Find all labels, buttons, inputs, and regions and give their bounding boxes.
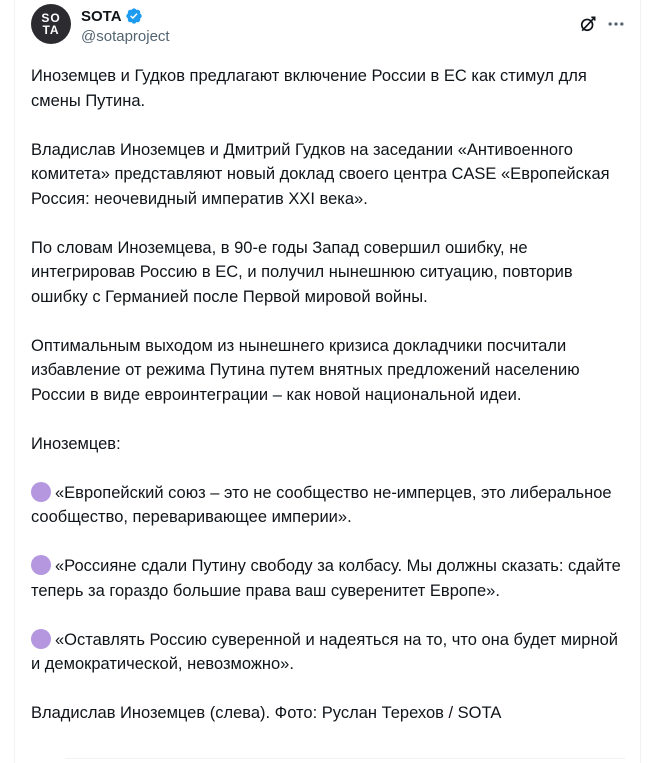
more-icon[interactable] (606, 14, 626, 34)
quote-text: «Россияне сдали Путину свободу за колбасу. Мы должны сказать: сдайте теперь за гораздо большие права ваш суверенитет Европе». (31, 557, 626, 600)
quote-item (31, 481, 626, 530)
display-name[interactable]: SOTA (81, 7, 122, 25)
purple-circle-icon (31, 629, 51, 649)
quote-text: «Европейский союз – это не сообщество не-имперцев, это либеральное сообщество, переваривающее империи». (31, 483, 617, 526)
divider (65, 758, 625, 759)
avatar-text-top: SO (41, 11, 61, 25)
paragraph-report: Владислав Иноземцев и Дмитрий Гудков на заседании «Антивоенного комитета» представляют новый доклад своего центра CASE «Европейская Россия: неочевидный императив XXI века». (31, 140, 615, 208)
purple-circle-icon (31, 482, 51, 502)
avatar-text-bottom: TA (42, 23, 60, 37)
tweet-card (14, 0, 641, 763)
photo-caption: Владислав Иноземцев (слева). Фото: Руслан Терехов / SOTA (31, 704, 502, 722)
paragraph-speaker: Иноземцев: (31, 434, 121, 453)
author-block (81, 6, 170, 45)
grok-icon[interactable] (578, 14, 598, 34)
paragraph-headline: Иноземцев и Гудков предлагают включение России в ЕС как стимул для смены Путина. (31, 67, 592, 110)
purple-circle-icon (31, 555, 51, 575)
handle[interactable]: @sotaproject (81, 28, 170, 45)
quote-text: «Оставлять Россию суверенной и надеяться на то, что она будет мирной и демократической, невозможно». (31, 630, 623, 673)
tweet-header (31, 4, 626, 54)
tweet-text (31, 64, 626, 750)
paragraph-solution: Оптимальным выходом из нынешнего кризиса докладчики посчитали избавление от режима Путина путем внятных предложений населению России в виде евроинтеграции – как новой национальной идеи. (31, 336, 585, 404)
verified-badge-icon (125, 7, 143, 25)
paragraph-west-mistake: По словам Иноземцева, в 90-е годы Запад совершил ошибку, не интегрировав Россию в ЕС, и получил нынешнюю ситуацию, повторив ошибку с Германией после Первой мировой войны. (31, 238, 578, 306)
quote-item (31, 554, 626, 603)
avatar[interactable] (31, 4, 71, 44)
quote-item (31, 628, 626, 677)
